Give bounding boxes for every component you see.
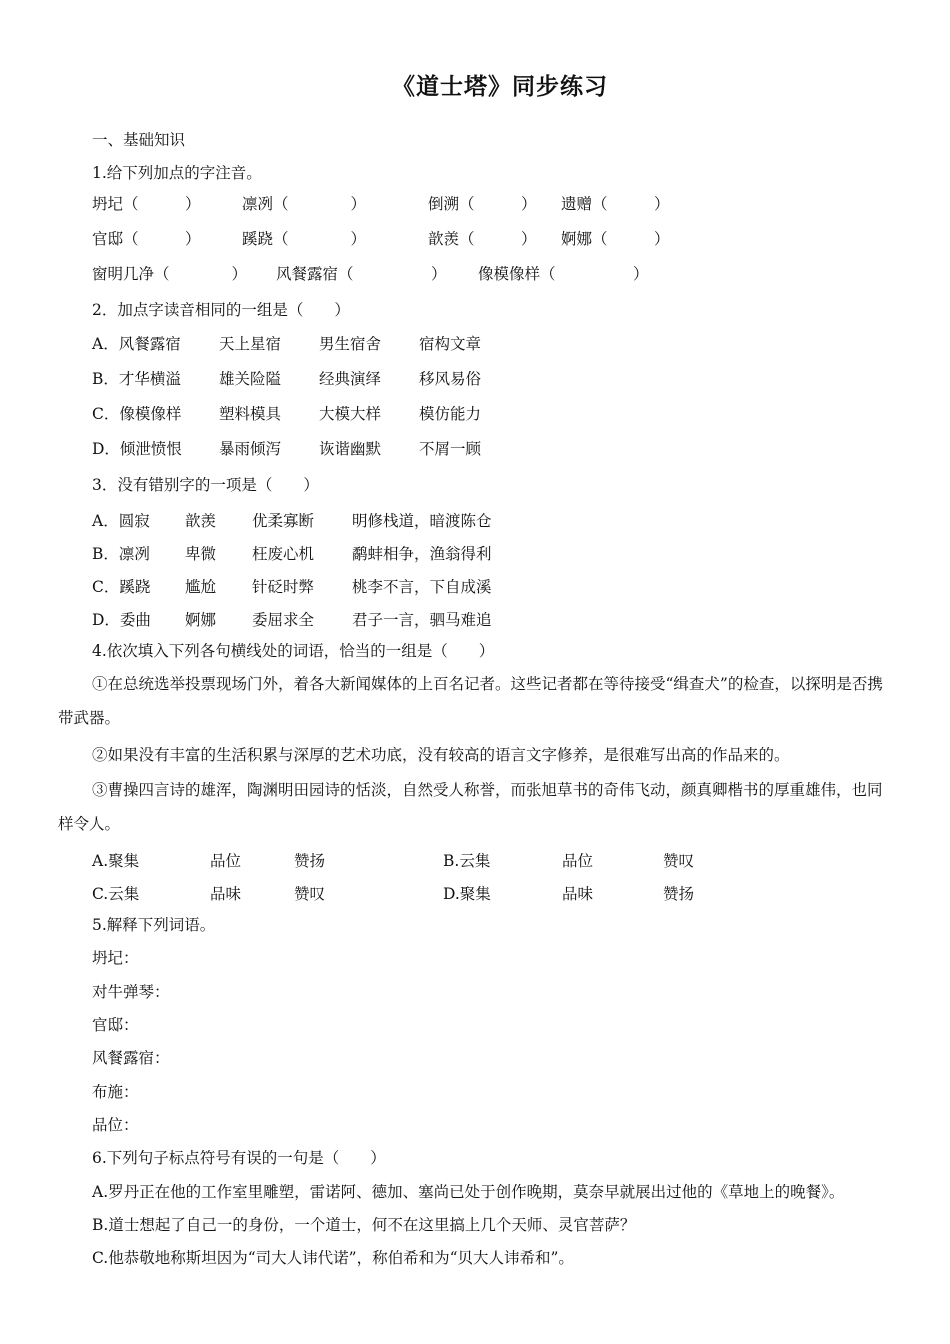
- q4-option: 赞叹: [663, 852, 695, 870]
- q5-term: 对牛弹琴：: [92, 983, 170, 1001]
- q5-term: 官邸：: [92, 1016, 139, 1034]
- q2-term: 天上星宿: [219, 335, 282, 353]
- q1-item: 倒溯（ ）: [428, 195, 537, 213]
- q1-item: 蹊跷（ ）: [242, 230, 367, 248]
- q2-term: C．像模像样: [92, 405, 182, 423]
- q3-term: 桃李不言，下自成溪: [352, 578, 492, 596]
- q3-term: 鹬蚌相争，渔翁得利: [352, 545, 492, 563]
- q3-term: 明修栈道，暗渡陈仓: [352, 512, 492, 530]
- q2-term: 不屑一顾: [419, 440, 482, 458]
- q4-option: C.云集: [92, 885, 140, 903]
- q3-term: B．凛冽: [92, 545, 150, 563]
- q4-sentence-1: ①在总统选举投票现场门外，着各大新闻媒体的上百名记者。这些记者都在等待接受“缉查犬”的检查，以探明是否携带武器。: [58, 675, 883, 727]
- question-4: 4.依次填入下列各句横线处的词语，恰当的一组是（ ）: [92, 642, 495, 660]
- q2-term: 塑料模具: [219, 405, 282, 423]
- q5-term: 坍圮：: [92, 949, 139, 967]
- q4-option: 品位: [562, 852, 594, 870]
- page-title: 《道士塔》同步练习: [392, 73, 608, 100]
- q2-term: 大模大样: [319, 405, 382, 423]
- q2-term: A．风餐露宿: [92, 335, 181, 353]
- q4-option: 赞扬: [663, 885, 695, 903]
- q2-term: 暴雨倾泻: [219, 440, 282, 458]
- q3-term: 枉废心机: [252, 545, 315, 563]
- q3-term: 针砭时弊: [252, 578, 315, 596]
- q1-item: 歆羡（ ）: [428, 230, 537, 248]
- q3-term: 歆羡: [185, 512, 217, 530]
- q3-term: D．委曲: [92, 611, 151, 629]
- q2-term: 诙谐幽默: [319, 440, 382, 458]
- q4-option: 品味: [562, 885, 594, 903]
- q4-option: 赞扬: [294, 852, 326, 870]
- q3-term: 婀娜: [185, 611, 217, 629]
- q1-item: 遗赠（ ）: [561, 195, 670, 213]
- q3-term: C．蹊跷: [92, 578, 151, 596]
- question-3: 3．没有错别字的一项是（ ）: [92, 476, 319, 494]
- q2-term: 宿构文章: [419, 335, 482, 353]
- q6-option-a: A.罗丹正在他的工作室里雕塑，雷诺阿、德加、塞尚已处于创作晚期，莫奈早就展出过他的《草地上的晚餐》。: [92, 1183, 845, 1201]
- q2-term: D．倾泄愤恨: [92, 440, 182, 458]
- q3-term: A．圆寂: [92, 512, 150, 530]
- q4-option: 品位: [210, 852, 242, 870]
- q3-term: 君子一言，驷马难追: [352, 611, 492, 629]
- q1-item: 窗明几净（ ）: [92, 265, 248, 283]
- q4-sentence-2: ②如果没有丰富的生活积累与深厚的艺术功底，没有较高的语言文字修养，是很难写出高的作品来的。: [92, 746, 790, 764]
- q1-item: 坍圮（ ）: [92, 195, 201, 213]
- q4-option: A.聚集: [92, 852, 140, 870]
- question-6: 6.下列句子标点符号有误的一句是（ ）: [92, 1149, 386, 1167]
- q5-term: 品位：: [92, 1116, 139, 1134]
- q3-term: 卑微: [185, 545, 217, 563]
- q3-term: 优柔寡断: [252, 512, 315, 530]
- question-2: 2．加点字读音相同的一组是（ ）: [92, 301, 350, 319]
- q4-sentence-3: ③曹操四言诗的雄浑，陶渊明田园诗的恬淡，自然受人称誉，而张旭草书的奇伟飞动，颜真卿楷书的厚重雄伟，也同样令人。: [58, 781, 883, 833]
- q4-option: 赞叹: [294, 885, 326, 903]
- q2-term: 男生宿舍: [319, 335, 382, 353]
- q5-term: 布施：: [92, 1083, 139, 1101]
- q2-term: 模仿能力: [419, 405, 482, 423]
- q1-item: 官邸（ ）: [92, 230, 201, 248]
- q3-term: 尴尬: [185, 578, 217, 596]
- q1-item: 像模像样（ ）: [478, 265, 649, 283]
- q6-option-c: C.他恭敬地称斯坦因为“司大人讳代诺”，称伯希和为“贝大人讳希和”。: [92, 1249, 574, 1267]
- q3-term: 委屈求全: [252, 611, 315, 629]
- section-heading: 一、基础知识: [92, 131, 186, 149]
- q1-item: 风餐露宿（ ）: [276, 265, 447, 283]
- q4-option: B.云集: [443, 852, 491, 870]
- q1-item: 婀娜（ ）: [561, 230, 670, 248]
- q2-term: 雄关险隘: [219, 370, 282, 388]
- question-5: 5.解释下列词语。: [92, 916, 216, 934]
- q2-term: B．才华横溢: [92, 370, 181, 388]
- q6-option-b: B.道士想起了自己一的身份，一个道士，何不在这里搞上几个天师、灵官菩萨？: [92, 1216, 636, 1234]
- question-1: 1.给下列加点的字注音。: [92, 164, 262, 182]
- q1-item: 凛冽（ ）: [242, 195, 367, 213]
- q2-term: 经典演绎: [319, 370, 382, 388]
- q5-term: 风餐露宿：: [92, 1049, 170, 1067]
- q4-option: D.聚集: [443, 885, 491, 903]
- q4-option: 品味: [210, 885, 242, 903]
- q2-term: 移风易俗: [419, 370, 482, 388]
